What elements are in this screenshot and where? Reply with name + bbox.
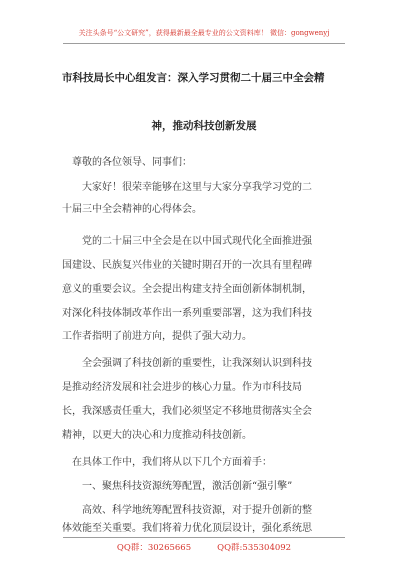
body-line: 精神，以更大的决心和力度推动科技创新。 (62, 430, 252, 441)
body-line: 高效、科学地统筹配置科技资源，对于提升创新的整 (82, 505, 312, 516)
body-line: 十届三中全会精神的心得体会。 (62, 204, 202, 215)
document-title-line-2: 神，推动科技创新发展 (151, 120, 257, 132)
body-line: 尊敬的各位领导、同事们： (72, 157, 192, 168)
body-line: 国建设、民族复兴伟业的关键时期召开的一次具有里程碑 (62, 260, 312, 271)
body-line: 在具体工作中，我们将从以下几个方面着手： (72, 457, 272, 468)
body-line: 长，我深感责任重大，我们必须坚定不移地贯彻落实全会 (62, 406, 312, 417)
body-line: 大家好！很荣幸能够在这里与大家分享我学习党的二 (82, 182, 312, 193)
footer-qq-group-1: QQ群：30265665 (116, 543, 192, 553)
body-line: 对深化科技体制改革作出一系列重要部署，这为我们科技 (62, 308, 312, 319)
body-line: 是推动经济发展和社会进步的核心力量。作为市科技局 (62, 382, 302, 393)
document-title-line-1: 市科技局长中心组发言：深入学习贯彻二十届三中全会精 (62, 72, 325, 84)
body-line: 全会强调了科技创新的重要性，让我深刻认识到科技 (82, 358, 312, 369)
body-line: 工作者指明了前进方向，提供了强大动力。 (62, 331, 252, 342)
body-line: 党的二十届三中全会是在以中国式现代化全面推进强 (82, 236, 312, 247)
header-divider (63, 43, 345, 44)
body-line: 意义的重要会议。全会提出构建支持全面创新体制机制， (62, 284, 312, 295)
body-line: 体效能至关重要。我们将着力优化顶层设计，强化系统思 (62, 523, 312, 534)
footer-contact (0, 541, 408, 553)
section-heading: 一、聚焦科技资源统筹配置，激活创新“强引擎” (82, 481, 293, 492)
footer-divider (63, 537, 345, 538)
header-banner: 关注头条号“公文研究”，获得最新最全最专业的公文资料库！ 微信：gongwenyj (78, 29, 330, 37)
footer-qq-group-2: QQ群:535304092 (217, 543, 292, 553)
